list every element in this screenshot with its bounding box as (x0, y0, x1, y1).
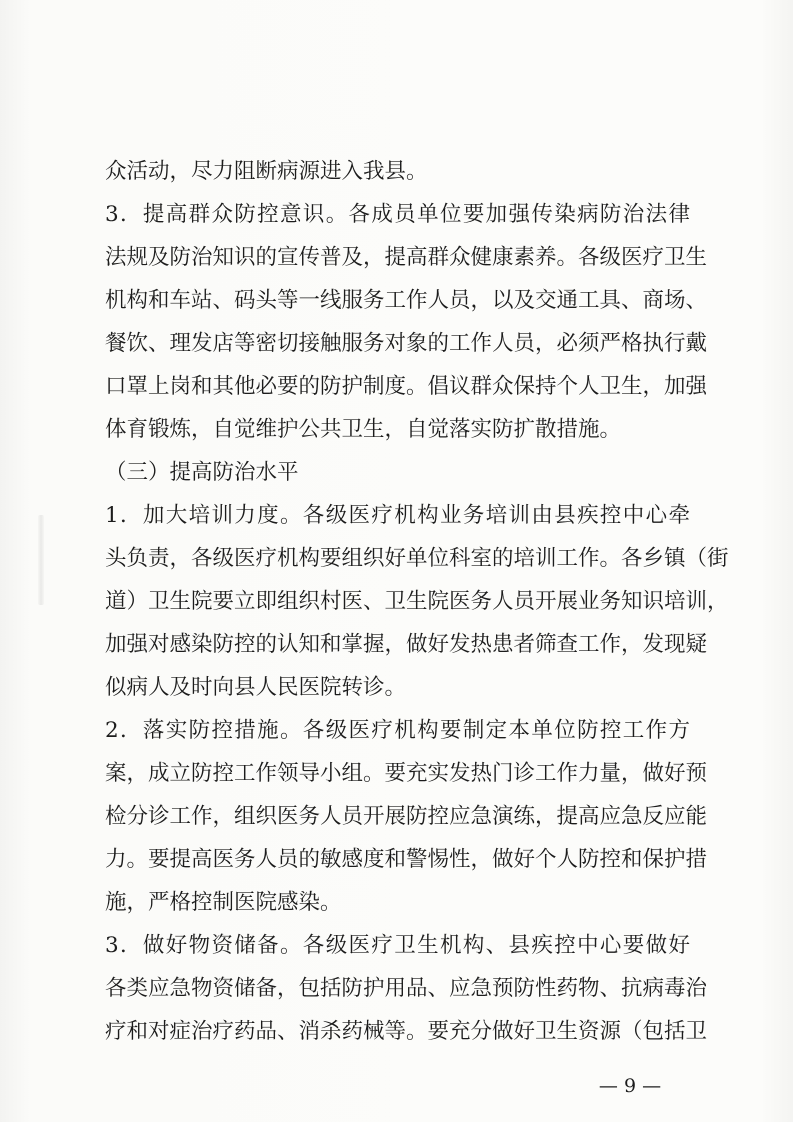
text-line: 口罩上岗和其他必要的防护制度。倡议群众保持个人卫生，加强 (105, 374, 708, 399)
scan-shadow (38, 515, 44, 605)
text-line: 法规及防治知识的宣传普及，提高群众健康素养。各级医疗卫生 (105, 245, 708, 270)
text-line: 似病人及时向县人民医院转诊。 (105, 675, 407, 700)
text-line: 餐饮、理发店等密切接触服务对象的工作人员，必须严格执行戴 (105, 331, 708, 356)
text-line: 检分诊工作，组织医务人员开展防控应急演练，提高应急反应能 (105, 804, 708, 829)
text-line: 各类应急物资储备，包括防护用品、应急预防性药物、抗病毒治 (105, 976, 708, 1001)
text-line: 3．提高群众防控意识。各成员单位要加强传染病防治法律 (105, 202, 690, 227)
text-line: 众活动，尽力阻断病源进入我县。 (105, 159, 428, 184)
text-line: 加强对感染防控的认知和掌握，做好发热患者筛查工作，发现疑 (105, 632, 708, 657)
text-line: 力。要提高医务人员的敏感度和警惕性，做好个人防控和保护措 (105, 847, 708, 872)
text-line: 1．加大培训力度。各级医疗机构业务培训由县疾控中心牵 (105, 503, 690, 528)
text-line: 体育锻炼，自觉维护公共卫生，自觉落实防扩散措施。 (105, 417, 622, 442)
text-line: 2．落实防控措施。各级医疗机构要制定本单位防控工作方 (105, 718, 690, 743)
section-heading: （三）提高防治水平 (105, 460, 299, 485)
text-line: 施，严格控制医院感染。 (105, 890, 342, 915)
text-line: 机构和车站、码头等一线服务工作人员，以及交通工具、商场、 (105, 288, 708, 313)
page-number: — 9 — (598, 1075, 662, 1097)
text-line: 头负责，各级医疗机构要组织好单位科室的培训工作。各乡镇（街 (105, 546, 729, 571)
text-line: 3．做好物资储备。各级医疗卫生机构、县疾控中心要做好 (105, 933, 690, 958)
text-line: 案，成立防控工作领导小组。要充实发热门诊工作力量，做好预 (105, 761, 708, 786)
text-line: 疗和对症治疗药品、消杀药械等。要充分做好卫生资源（包括卫 (105, 1019, 708, 1044)
text-line: 道）卫生院要立即组织村医、卫生院医务人员开展业务知识培训， (105, 589, 729, 614)
